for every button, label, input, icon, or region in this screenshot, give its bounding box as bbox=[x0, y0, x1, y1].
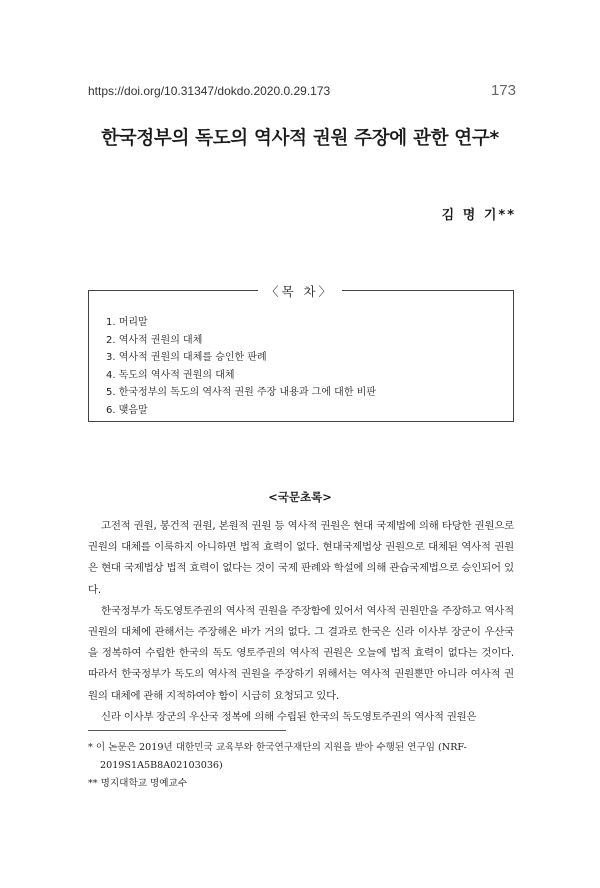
running-header bbox=[88, 82, 516, 99]
author-name: 김 명 기** bbox=[441, 208, 516, 223]
footnotes bbox=[88, 739, 514, 793]
toc-heading-text: 〈목 차〉 bbox=[258, 284, 342, 299]
paper-title: 한국정부의 독도의 역사적 권원 주장에 관한 연구* bbox=[101, 128, 499, 149]
footnote-divider bbox=[88, 730, 286, 731]
toc-list bbox=[106, 314, 376, 419]
toc-item: 2. 역사적 권원의 대체 bbox=[106, 334, 203, 346]
abstract-body bbox=[88, 516, 514, 728]
page-number: 173 bbox=[490, 82, 516, 99]
doi-link[interactable]: https://doi.org/10.31347/dokdo.2020.0.29.173 bbox=[88, 84, 331, 98]
toc-item: 5. 한국정부의 독도의 역사적 권원 주장 내용과 그에 대한 비판 bbox=[106, 387, 376, 398]
toc-item: 3. 역사적 권원의 대체를 승인한 판례 bbox=[106, 352, 267, 363]
footnote-affiliation: ** 명지대학교 명예교수 bbox=[88, 778, 188, 789]
toc-item: 6. 맺음말 bbox=[106, 404, 148, 416]
footnote-funding: * 이 논문은 2019년 대한민국 교육부와 한국연구재단의 지원을 받아 수행된 연구임 (NRF-2019S1A5B8A02103036) bbox=[88, 742, 467, 771]
toc-item: 1. 머리말 bbox=[106, 317, 148, 328]
abstract-paragraph: 고전적 권원, 봉건적 권원, 본원적 권원 등 역사적 권원은 현대 국제법에 의해 타당한 권원으로 권원의 대체를 이룩하지 아니하면 법적 효력이 없다. 현대국제법상 권원으로 대체된 역사적 권원은 현대 국제법상 법적 효력이 없다는 것이 국제 판례와 학설에 의해 관습국제법으로 승인되어 있다. bbox=[88, 520, 514, 596]
abstract-heading: <국문초록> bbox=[268, 490, 332, 504]
toc-item: 4. 독도의 역사적 권원의 대체 bbox=[106, 369, 235, 381]
abstract-paragraph: 신라 이사부 장군의 우산국 정복에 의해 수립된 한국의 독도영토주권의 역사적 권원은 bbox=[101, 710, 477, 723]
abstract-paragraph: 한국정부가 독도영토주권의 역사적 권원을 주장함에 있어서 역사적 권원만을 주장하고 역사적 권원의 대체에 관해서는 주장해온 바가 거의 없다. 그 결과로 한국은 신라 이사부 장군이 우산국을 정복하여 수립한 한국의 독도 영토주권의 역사적 권원은 오늘에 법적 효력이 없다는 것이다. 따라서 한국정부가 독도의 역사적 권원을 주장하기 위해서는 역사적 권원뿐만 아니라 여사적 권원의 대체에 관해 지적하여야 함이 시급히 요청되고 있다. bbox=[88, 604, 514, 702]
toc-heading bbox=[0, 281, 600, 300]
